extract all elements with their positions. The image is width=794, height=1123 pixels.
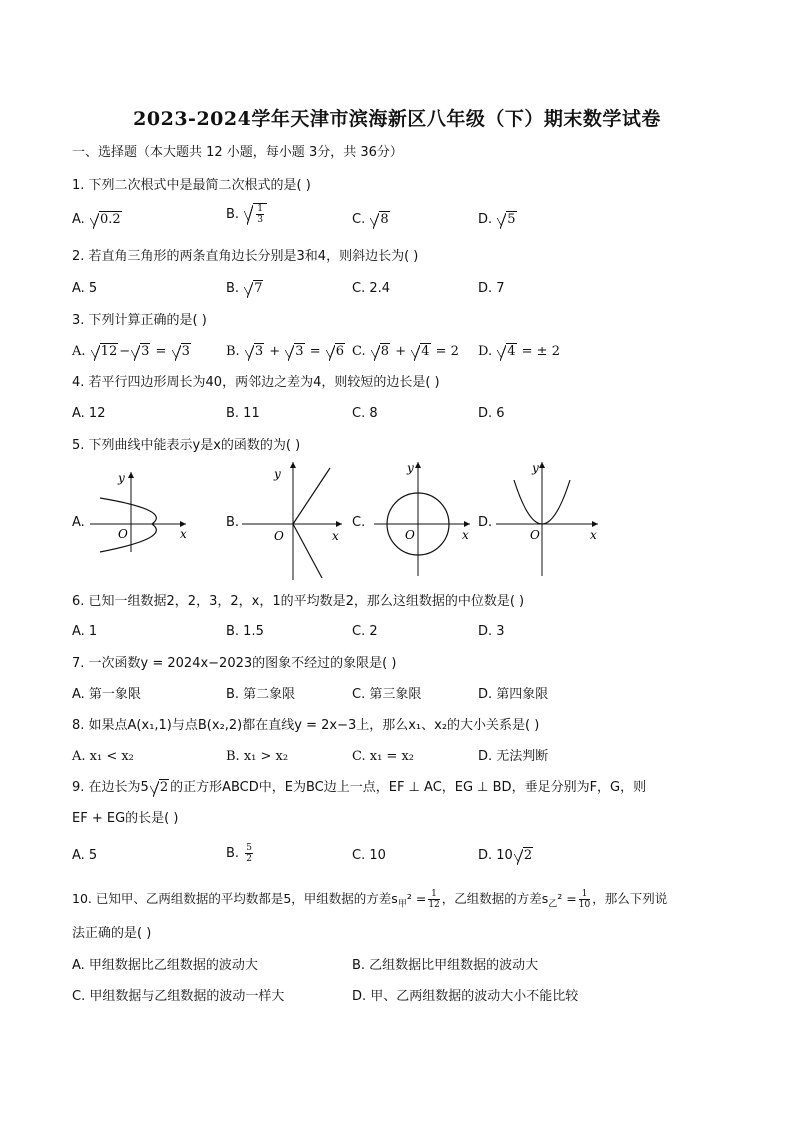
- q6-option-d[interactable]: D. 3: [478, 624, 505, 639]
- q6-option-a[interactable]: A. 1: [72, 624, 98, 639]
- q5-option-c[interactable]: C.: [352, 515, 366, 530]
- sqrt-symbol: 4: [411, 343, 430, 361]
- curve: [293, 524, 322, 578]
- x-label: x: [462, 528, 469, 542]
- question-9-stem-2: EF + EG的长是( ): [72, 811, 179, 826]
- q9-option-d[interactable]: D. 10 2: [478, 848, 533, 863]
- q2-option-c[interactable]: C. 2.4: [352, 281, 391, 296]
- q7-option-b[interactable]: B. 第二象限: [226, 687, 296, 702]
- sqrt-symbol: 6: [326, 343, 345, 361]
- page-title: 2023-2024学年天津市滨海新区八年级（下）期末数学试卷: [133, 108, 661, 130]
- sqrt-symbol: 4: [497, 343, 516, 361]
- sqrt-symbol: $\frac{1}{3}$: [244, 203, 267, 225]
- question-10-stem-2: 法正确的是( ): [72, 926, 152, 941]
- q4-option-b[interactable]: B. 11: [226, 406, 260, 421]
- y-label: y: [118, 471, 125, 485]
- sqrt-symbol: 8: [370, 211, 389, 229]
- sqrt-symbol: 3: [245, 343, 264, 361]
- origin-label: O: [405, 528, 415, 542]
- q8-option-c[interactable]: C. x₁ = x₂: [352, 749, 414, 764]
- q1-option-a[interactable]: A. 0.2: [72, 212, 121, 227]
- y-label: y: [532, 461, 539, 475]
- question-6-stem: 6. 已知一组数据2，2，3，2，x，1的平均数是2，那么这组数据的中位数是( ): [72, 594, 525, 609]
- q8-option-b[interactable]: B. x₁ > x₂: [226, 749, 289, 764]
- arrow-icon: [539, 462, 545, 468]
- question-2-stem: 2. 若直角三角形的两条直角边长分别是3和4，则斜边长为( ): [72, 249, 419, 264]
- x-label: x: [332, 529, 339, 543]
- arrow-icon: [290, 462, 296, 468]
- origin-label: O: [274, 529, 284, 543]
- section-heading: 一、选择题（本大题共 12 小题，每小题 3分，共 36分）: [72, 145, 403, 160]
- question-5-stem: 5. 下列曲线中能表示y是x的函数的为( ): [72, 438, 301, 453]
- q5-option-b[interactable]: B.: [226, 515, 240, 530]
- q10-option-a[interactable]: A. 甲组数据比乙组数据的波动大: [72, 958, 258, 973]
- question-1-stem: 1. 下列二次根式中是最简二次根式的是( ): [72, 178, 311, 193]
- q1-option-c[interactable]: C. 8: [352, 212, 389, 227]
- q7-option-c[interactable]: C. 第三象限: [352, 687, 422, 702]
- q9-option-a[interactable]: A. 5: [72, 848, 98, 863]
- graph-c: [370, 458, 474, 578]
- sqrt-symbol: 7: [244, 280, 263, 298]
- sqrt-symbol: 3: [131, 343, 150, 361]
- q3-option-c[interactable]: C. 8 + 4 = 2: [352, 344, 459, 359]
- q4-option-a[interactable]: A. 12: [72, 406, 106, 421]
- question-9-stem: 9. 在边长为5 2 的正方形ABCD中，E为BC边上一点，EF ⊥ AC，EG ⊥ BD，垂足分别为F，G，则: [72, 780, 647, 795]
- sqrt-symbol: 3: [285, 343, 304, 361]
- x-label: x: [180, 527, 187, 541]
- arrow-icon: [464, 521, 470, 527]
- question-3-stem: 3. 下列计算正确的是( ): [72, 313, 207, 328]
- sqrt-symbol: 5: [497, 211, 516, 229]
- q10-option-d[interactable]: D. 甲、乙两组数据的波动大小不能比较: [352, 989, 579, 1004]
- sqrt-symbol: 3: [172, 343, 191, 361]
- arrow-icon: [415, 462, 421, 468]
- question-10-stem: 10. 已知甲、乙两组数据的平均数都是5，甲组数据的方差$s_甲^2$ = $\frac{1}{12}$ ，乙组数据的方差$s_乙^2$ = $\frac{1}{10}$ ，那么下列说: [72, 889, 668, 910]
- q1-option-b[interactable]: B. $\frac{1}{3}$: [226, 203, 268, 225]
- y-label: y: [407, 461, 414, 475]
- q6-option-b[interactable]: B. 1.5: [226, 624, 264, 639]
- sqrt-symbol: 0.2: [90, 211, 122, 229]
- q4-option-c[interactable]: C. 8: [352, 406, 378, 421]
- q8-option-d[interactable]: D. 无法判断: [478, 749, 549, 764]
- curve: [100, 498, 156, 552]
- q10-option-c[interactable]: C. 甲组数据与乙组数据的波动一样大: [72, 989, 285, 1004]
- sqrt-symbol: 8: [371, 343, 390, 361]
- origin-label: O: [530, 528, 540, 542]
- arrow-icon: [336, 521, 342, 527]
- sqrt-symbol: 2: [150, 779, 169, 797]
- q3-option-a[interactable]: A. 12 − 3 = 3: [72, 344, 190, 359]
- q9-option-c[interactable]: C. 10: [352, 848, 386, 863]
- q3-option-d[interactable]: D. 4 = ± 2: [478, 344, 560, 359]
- q5-option-a[interactable]: A.: [72, 515, 85, 530]
- x-label: x: [590, 528, 597, 542]
- question-7-stem: 7. 一次函数y = 2024x−2023的图象不经过的象限是( ): [72, 656, 397, 671]
- q6-option-c[interactable]: C. 2: [352, 624, 378, 639]
- q2-option-a[interactable]: A. 5: [72, 281, 98, 296]
- q2-option-b[interactable]: B. 7: [226, 281, 263, 296]
- graph-d: [492, 458, 602, 578]
- q8-option-a[interactable]: A. x₁ < x₂: [72, 749, 134, 764]
- q10-option-b[interactable]: B. 乙组数据比甲组数据的波动大: [352, 958, 539, 973]
- question-8-stem: 8. 如果点A(x₁,1)与点B(x₂,2)都在直线y = 2x−3上，那么x₁、x₂的大小关系是( ): [72, 718, 540, 733]
- q3-option-b[interactable]: B. 3 + 3 = 6: [226, 344, 345, 359]
- arrow-icon: [128, 472, 134, 478]
- origin-label: O: [118, 527, 128, 541]
- arrow-icon: [592, 521, 598, 527]
- q2-option-d[interactable]: D. 7: [478, 281, 505, 296]
- q9-option-b[interactable]: B. $\frac{5}{2}$: [226, 843, 252, 864]
- q5-option-d[interactable]: D.: [478, 515, 493, 530]
- q4-option-d[interactable]: D. 6: [478, 406, 505, 421]
- question-4-stem: 4. 若平行四边形周长为40，两邻边之差为4，则较短的边长是( ): [72, 375, 440, 390]
- y-label: y: [274, 467, 281, 481]
- sqrt-symbol: 2: [514, 847, 533, 865]
- graph-b: [238, 460, 348, 582]
- q7-option-d[interactable]: D. 第四象限: [478, 687, 549, 702]
- q1-option-d[interactable]: D. 5: [478, 212, 516, 227]
- curve: [293, 468, 330, 524]
- q7-option-a[interactable]: A. 第一象限: [72, 687, 141, 702]
- sqrt-symbol: 12: [91, 343, 119, 361]
- graph-a: [86, 466, 192, 554]
